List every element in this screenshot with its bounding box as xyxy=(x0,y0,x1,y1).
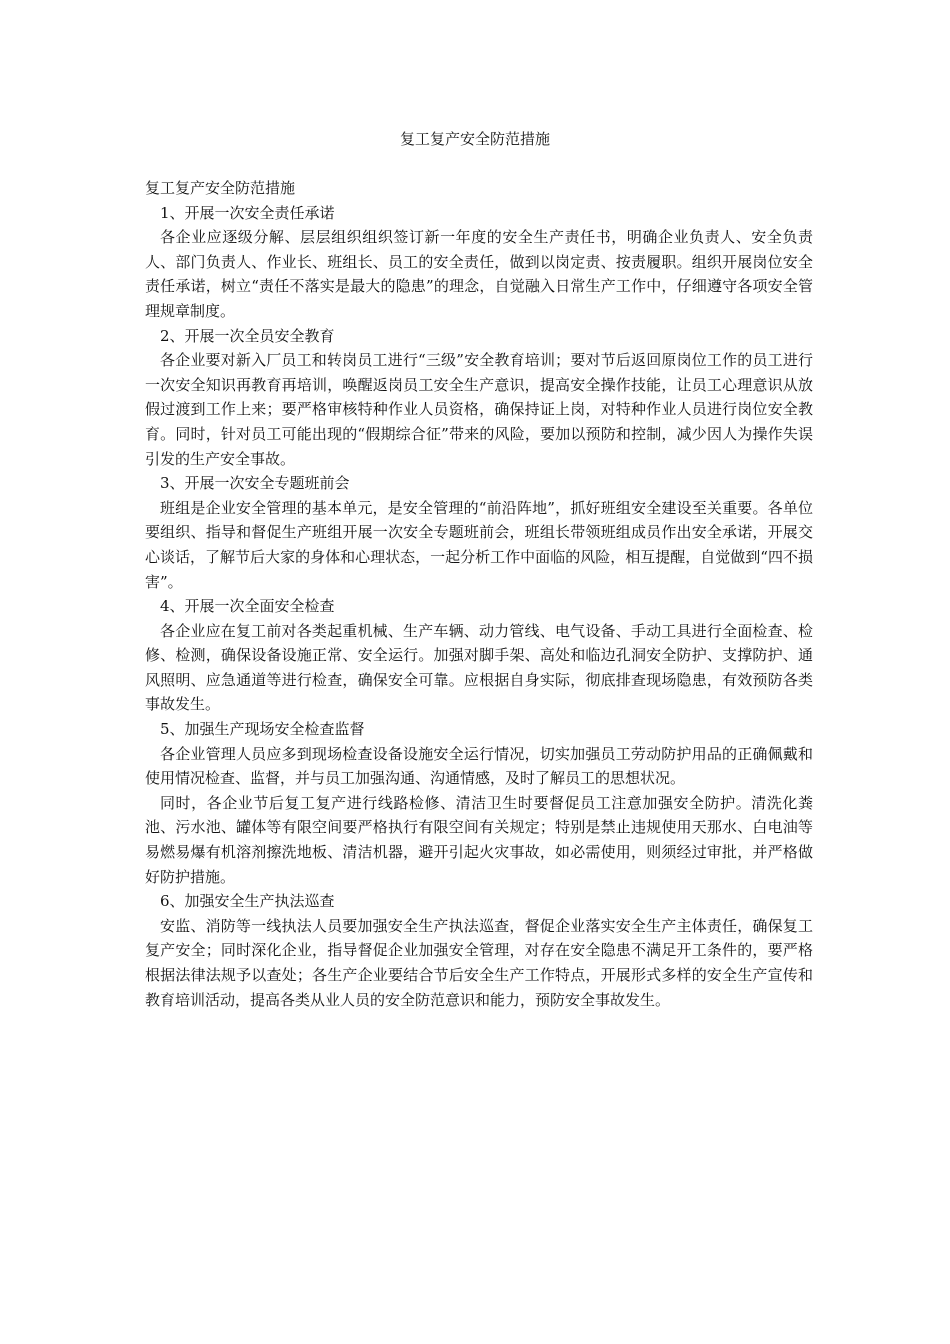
section-3-paragraph-1: 班组是企业安全管理的基本单元，是安全管理的“前沿阵地”，抓好班组安全建设至关重要。各单位要组织、指导和督促生产班组开展一次安全专题班前会，班组长带领班组成员作出安全承诺，开展交心谈话，了解节后大家的身体和心理状态，一起分析工作中面临的风险，相互提醒，自觉做到“四不损害”。 xyxy=(145,498,813,591)
document-body xyxy=(145,176,813,1012)
document-title: 复工复产安全防范措施 xyxy=(399,130,550,148)
section-1-paragraph-1: 各企业应逐级分解、层层组织组织签订新一年度的安全生产责任书，明确企业负责人、安全负责人、部门负责人、作业长、班组长、员工的安全责任，做到以岗定责、按责履职。组织开展岗位安全责任承诺，树立“责任不落实是最大的隐患”的理念，自觉融入日常生产工作中，仔细遵守各项安全管理规章制度。 xyxy=(145,228,813,320)
section-heading-2: 2、开展一次全员安全教育 xyxy=(160,326,335,345)
section-5-paragraph-2: 同时，各企业节后复工复产进行线路检修、清洁卫生时要督促员工注意加强安全防护。清洗化粪池、污水池、罐体等有限空间要严格执行有限空间有关规定；特别是禁止违规使用天那水、白电油等易燃易爆有机溶剂擦洗地板、清洁机器，避开引起火灾事故，如必需使用，则须经过审批，并严格做好防护措施。 xyxy=(145,793,813,886)
section-heading-4: 4、开展一次全面安全检查 xyxy=(160,597,335,616)
section-4-paragraph-1: 各企业应在复工前对各类起重机械、生产车辆、动力管线、电气设备、手动工具进行全面检查、检修、检测，确保设备设施正常、安全运行。加强对脚手架、高处和临边孔洞安全防护、支撑防护、通风照明、应急通道等进行检查，确保安全可靠。应根据自身实际，彻底排查现场隐患，有效预防各类事故发生。 xyxy=(145,621,813,714)
section-heading-6: 6、加强安全生产执法巡查 xyxy=(160,892,335,911)
document-subtitle: 复工复产安全防范措施 xyxy=(145,179,296,197)
section-heading-5: 5、加强生产现场安全检查监督 xyxy=(160,720,365,739)
section-2-paragraph-1: 各企业要对新入厂员工和转岗员工进行“三级”安全教育培训；要对节后返回原岗位工作的员工进行一次安全知识再教育再培训，唤醒返岗员工安全生产意识，提高安全操作技能，让员工心理意识从放假过渡到工作上来；要严格审核特种作业人员资格，确保持证上岗，对特种作业人员进行岗位安全教育。同时，针对员工可能出现的“假期综合征”带来的风险，要加以预防和控制，减少因人为操作失误引发的生产安全事故。 xyxy=(145,351,813,468)
section-heading-3: 3、开展一次安全专题班前会 xyxy=(160,474,350,493)
section-5-paragraph-1: 各企业管理人员应多到现场检查设备设施安全运行情况，切实加强员工劳动防护用品的正确佩戴和使用情况检查、监督，并与员工加强沟通、沟通情感，及时了解员工的思想状况。 xyxy=(145,744,813,788)
section-6-paragraph-1: 安监、消防等一线执法人员要加强安全生产执法巡查，督促企业落实安全生产主体责任，确保复工复产安全；同时深化企业，指导督促企业加强安全管理，对存在安全隐患不满足开工条件的，要严格根据法律法规予以查处；各生产企业要结合节后安全生产工作特点，开展形式多样的安全生产宣传和教育培训活动，提高各类从业人员的安全防范意识和能力，预防安全事故发生。 xyxy=(145,916,813,1009)
section-heading-1: 1、开展一次安全责任承诺 xyxy=(160,203,335,222)
